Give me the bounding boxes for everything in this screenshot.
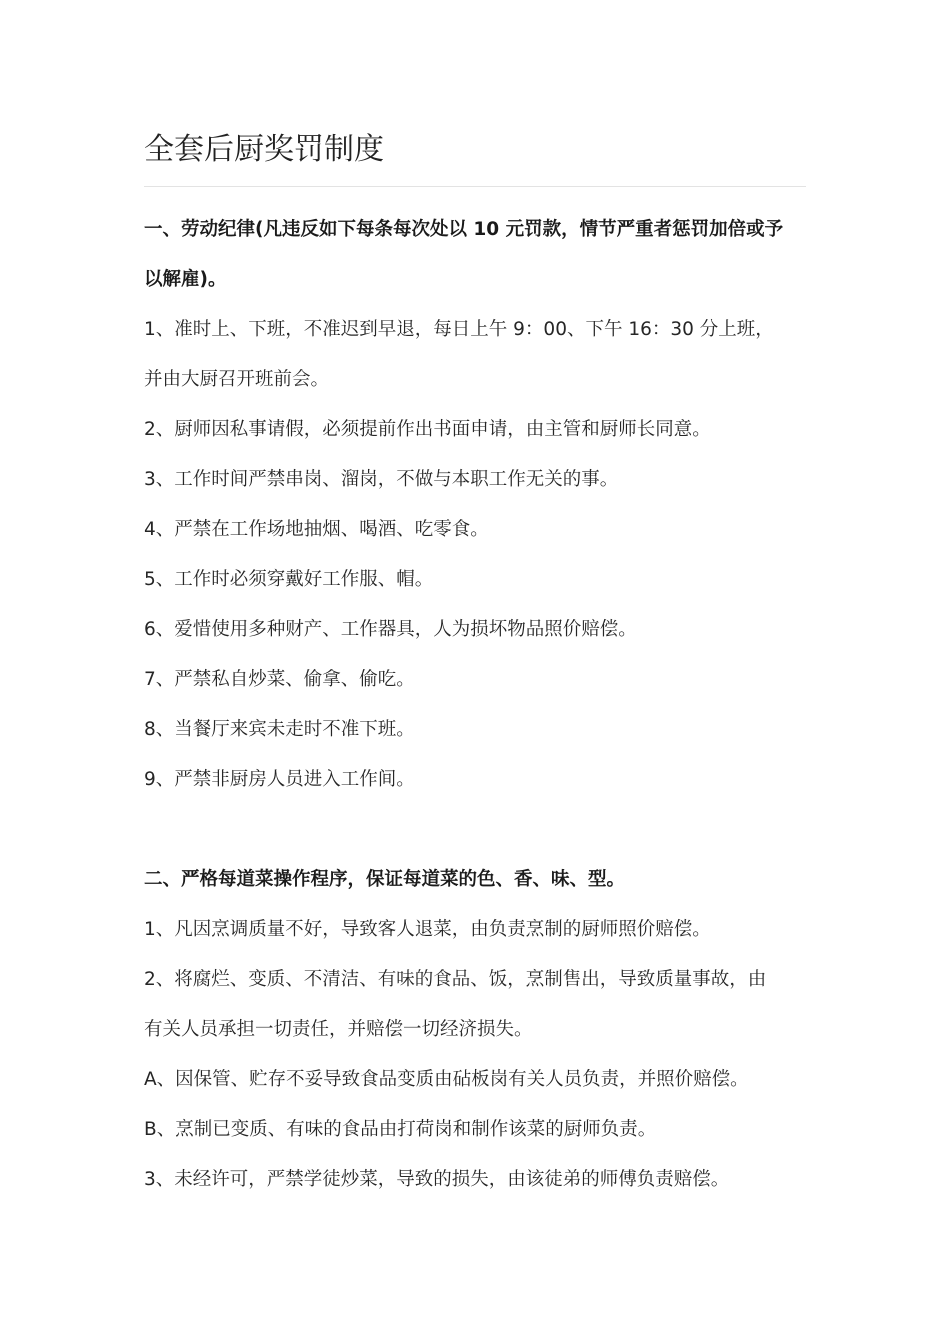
section2-item: 有关人员承担一切责任，并赔偿一切经济损失。	[144, 1019, 533, 1040]
section1-item: 4、严禁在工作场地抽烟、喝酒、吃零食。	[144, 519, 489, 540]
section1-heading: 一、劳动纪律(凡违反如下每条每次处以 10 元罚款，情节严重者惩罚加倍或予	[144, 219, 784, 240]
section1-item: 2、厨师因私事请假，必须提前作出书面申请，由主管和厨师长同意。	[144, 419, 711, 440]
section1-item: 7、严禁私自炒菜、偷拿、偷吃。	[144, 669, 415, 690]
section2-item: 1、凡因烹调质量不好，导致客人退菜，由负责烹制的厨师照价赔偿。	[144, 919, 711, 940]
section1-item: 1、准时上、下班，不准迟到早退，每日上午 9：00、下午 16：30 分上班，	[144, 319, 774, 340]
section2-item: B、烹制已变质、有味的食品由打荷岗和制作该菜的厨师负责。	[144, 1119, 657, 1140]
section1-item: 3、工作时间严禁串岗、溜岗，不做与本职工作无关的事。	[144, 469, 619, 490]
section1-item: 8、当餐厅来宾未走时不准下班。	[144, 719, 415, 740]
section2-item: A、因保管、贮存不妥导致食品变质由砧板岗有关人员负责，并照价赔偿。	[144, 1069, 749, 1090]
title-divider	[144, 186, 806, 187]
section2-heading: 二、严格每道菜操作程序，保证每道菜的色、香、味、型。	[144, 869, 626, 890]
section1-item: 6、爱惜使用多种财产、工作器具，人为损坏物品照价赔偿。	[144, 619, 637, 640]
section1-item: 9、严禁非厨房人员进入工作间。	[144, 769, 415, 790]
section-spacer	[144, 805, 806, 855]
section1-item: 5、工作时必须穿戴好工作服、帽。	[144, 569, 434, 590]
section2-item: 3、未经许可，严禁学徒炒菜，导致的损失，由该徒弟的师傅负责赔偿。	[144, 1169, 730, 1190]
document-body	[144, 205, 806, 1205]
section1-item: 并由大厨召开班前会。	[144, 369, 330, 390]
section2-item: 2、将腐烂、变质、不清洁、有味的食品、饭，烹制售出，导致质量事故，由	[144, 969, 767, 990]
section1-heading-cont: 以解雇)。	[144, 269, 227, 290]
document-title: 全套后厨奖罚制度	[144, 132, 384, 167]
